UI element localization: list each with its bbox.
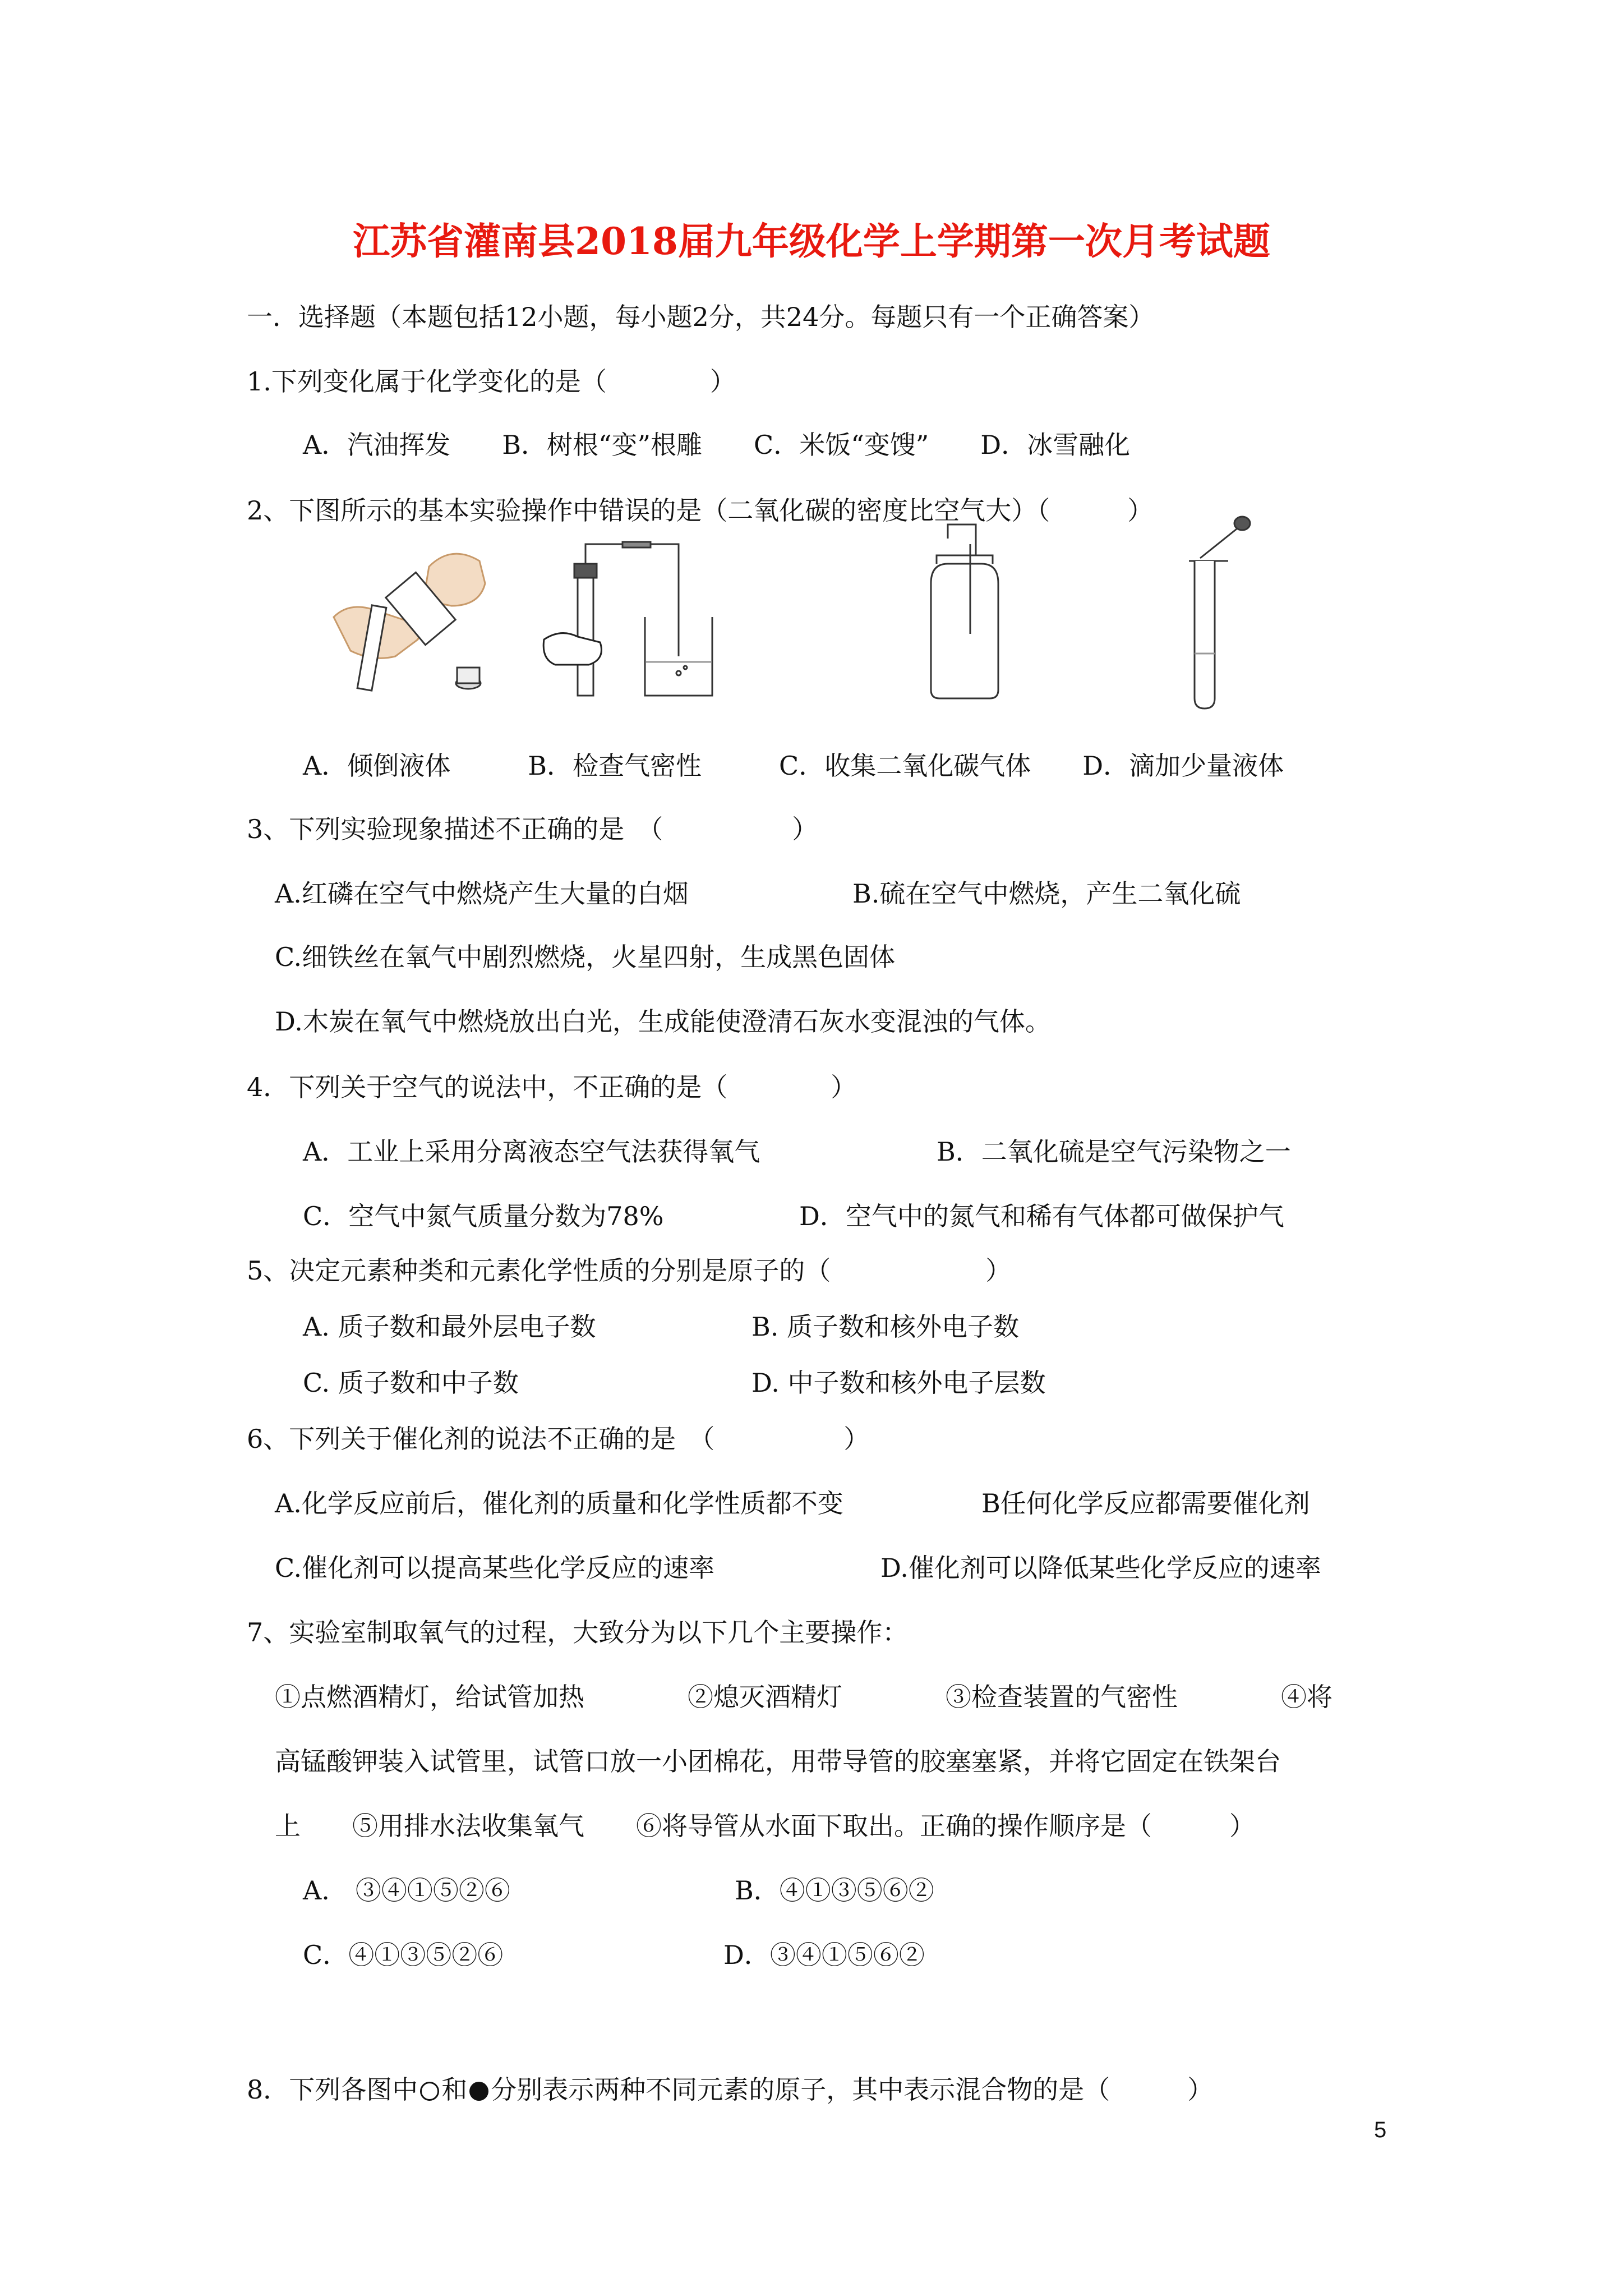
q6-option-d: D.催化剂可以降低某些化学反应的速率 <box>880 1553 1321 1583</box>
q5-option-d: D. 中子数和核外电子层数 <box>751 1368 1046 1398</box>
q6-stem: 6、下列关于催化剂的说法不正确的是 （ ） <box>247 1424 870 1454</box>
q6-option-a: A.化学反应前后，催化剂的质量和化学性质都不变 <box>275 1488 843 1519</box>
q4-stem: 4．下列关于空气的说法中，不正确的是（ ） <box>247 1072 857 1102</box>
q2-options: A．倾倒液体 B．检查气密性 C．收集二氧化碳气体 D．滴加少量液体 <box>303 751 1284 781</box>
q7-option-a: A. ③④①⑤②⑥ <box>303 1875 510 1906</box>
q5-stem: 5、决定元素种类和元素化学性质的分别是原子的（ ） <box>247 1255 1012 1286</box>
q1-options: A．汽油挥发 B．树根“变”根雕 C．米饭“变馊” D．冰雪融化 <box>303 430 1131 460</box>
q7-option-c: C．④①③⑤②⑥ <box>303 1940 504 1970</box>
q7-stem: 7、实验室制取氧气的过程，大致分为以下几个主要操作： <box>247 1617 909 1648</box>
q3-option-b: B.硫在空气中燃烧，产生二氧化硫 <box>852 878 1241 909</box>
q4-option-a: A．工业上采用分离液态空气法获得氧气 <box>303 1137 760 1167</box>
airtightness-check-icon <box>538 539 723 707</box>
q3-option-a: A.红磷在空气中燃烧产生大量的白烟 <box>275 878 689 909</box>
q5-option-b: B. 质子数和核外电子数 <box>751 1312 1020 1342</box>
q8-stem <box>247 2073 1213 2106</box>
section-heading: 一．选择题（本题包括12小题，每小题2分，共24分。每题只有一个正确答案） <box>247 302 1155 332</box>
q7-option-d: D．③④①⑤⑥② <box>723 1940 925 1970</box>
q2-stem: 2、下图所示的基本实验操作中错误的是（二氧化碳的密度比空气大）（ ） <box>247 495 1154 526</box>
q8-stem-suffix: 分别表示两种不同元素的原子，其中表示混合物的是（ ） <box>491 2074 1214 2105</box>
q3-option-d: D.木炭在氧气中燃烧放出白光，生成能使澄清石灰水变混浊的气体。 <box>275 1006 1051 1037</box>
q4-option-c: C．空气中氮气质量分数为78% <box>303 1201 664 1231</box>
page-number: 5 <box>1374 2118 1387 2142</box>
q4-option-b: B．二氧化硫是空气污染物之一 <box>937 1137 1291 1167</box>
filled-circle-icon <box>469 2082 488 2101</box>
pouring-liquid-icon <box>317 533 496 707</box>
q8-stem-and: 和 <box>441 2074 468 2105</box>
q3-option-c: C.细铁丝在氧气中剧烈燃烧，火星四射，生成黑色固体 <box>275 942 896 972</box>
q5-option-c: C. 质子数和中子数 <box>303 1368 519 1398</box>
q1-stem: 1.下列变化属于化学变化的是（ ） <box>247 366 736 397</box>
open-circle-icon <box>420 2082 439 2101</box>
q7-option-b: B．④①③⑤⑥② <box>735 1875 934 1906</box>
q4-option-d: D．空气中的氮气和稀有气体都可做保护气 <box>799 1201 1284 1231</box>
q6-option-c: C.催化剂可以提高某些化学反应的速率 <box>275 1553 715 1583</box>
q7-line-1: ①点燃酒精灯，给试管加热 ②熄灭酒精灯 ③检查装置的气密性 ④将 <box>275 1682 1332 1712</box>
page-title: 江苏省灌南县2018届九年级化学上学期第一次月考试题 <box>353 219 1270 263</box>
q6-option-b: B任何化学反应都需要催化剂 <box>981 1488 1310 1519</box>
q7-line-3: 上 ⑤用排水法收集氧气 ⑥将导管从水面下取出。正确的操作顺序是（ ） <box>275 1811 1255 1841</box>
q5-option-a: A. 质子数和最外层电子数 <box>303 1312 596 1342</box>
dropper-test-tube-icon <box>1178 513 1256 715</box>
gas-collecting-bottle-icon <box>914 522 1015 707</box>
q8-stem-prefix: 8．下列各图中 <box>247 2074 418 2105</box>
q3-stem: 3、下列实验现象描述不正确的是 （ ） <box>247 814 818 844</box>
q7-line-2: 高锰酸钾装入试管里，试管口放一小团棉花，用带导管的胶塞塞紧，并将它固定在铁架台 <box>275 1746 1281 1777</box>
